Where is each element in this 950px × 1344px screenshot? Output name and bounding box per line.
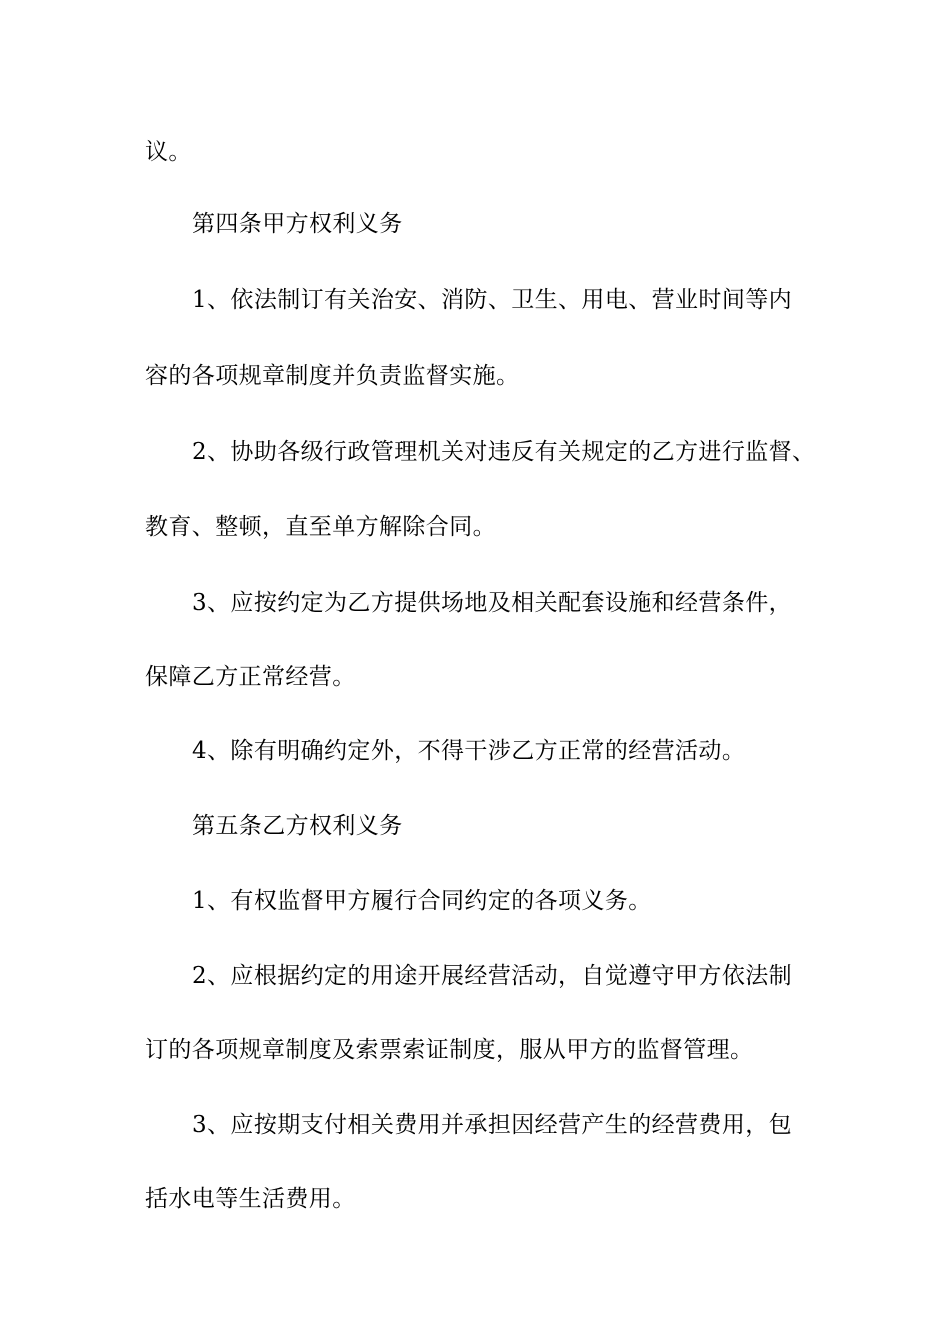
article-4-item-1-line-2: 容的各项规章制度并负责监督实施。 [145, 363, 520, 389]
article-5-heading: 第五条乙方权利义务 [192, 813, 403, 839]
article-4-item-3-line-1: 3、应按约定为乙方提供场地及相关配套设施和经营条件， [192, 590, 793, 616]
article-4-item-1-line-1: 1、依法制订有关治安、消防、卫生、用电、营业时间等内 [192, 287, 793, 313]
article-5-item-3-line-2: 括水电等生活费用。 [145, 1186, 356, 1212]
article-5-item-2-line-2: 订的各项规章制度及索票索证制度，服从甲方的监督管理。 [145, 1037, 754, 1063]
article-5-item-3-line-1: 3、应按期支付相关费用并承担因经营产生的经营费用，包 [192, 1112, 793, 1138]
article-4-item-4: 4、除有明确约定外，不得干涉乙方正常的经营活动。 [192, 738, 746, 764]
article-4-item-2-line-1: 2、协助各级行政管理机关对违反有关规定的乙方进行监督、 [192, 439, 816, 465]
paragraph-line-continuation: 议。 [145, 139, 192, 165]
article-5-item-2-line-1: 2、应根据约定的用途开展经营活动，自觉遵守甲方依法制 [192, 963, 793, 989]
article-4-item-3-line-2: 保障乙方正常经营。 [145, 664, 356, 690]
article-4-heading: 第四条甲方权利义务 [192, 211, 403, 237]
article-5-item-1: 1、有权监督甲方履行合同约定的各项义务。 [192, 888, 652, 914]
article-4-item-2-line-2: 教育、整顿，直至单方解除合同。 [145, 514, 496, 540]
